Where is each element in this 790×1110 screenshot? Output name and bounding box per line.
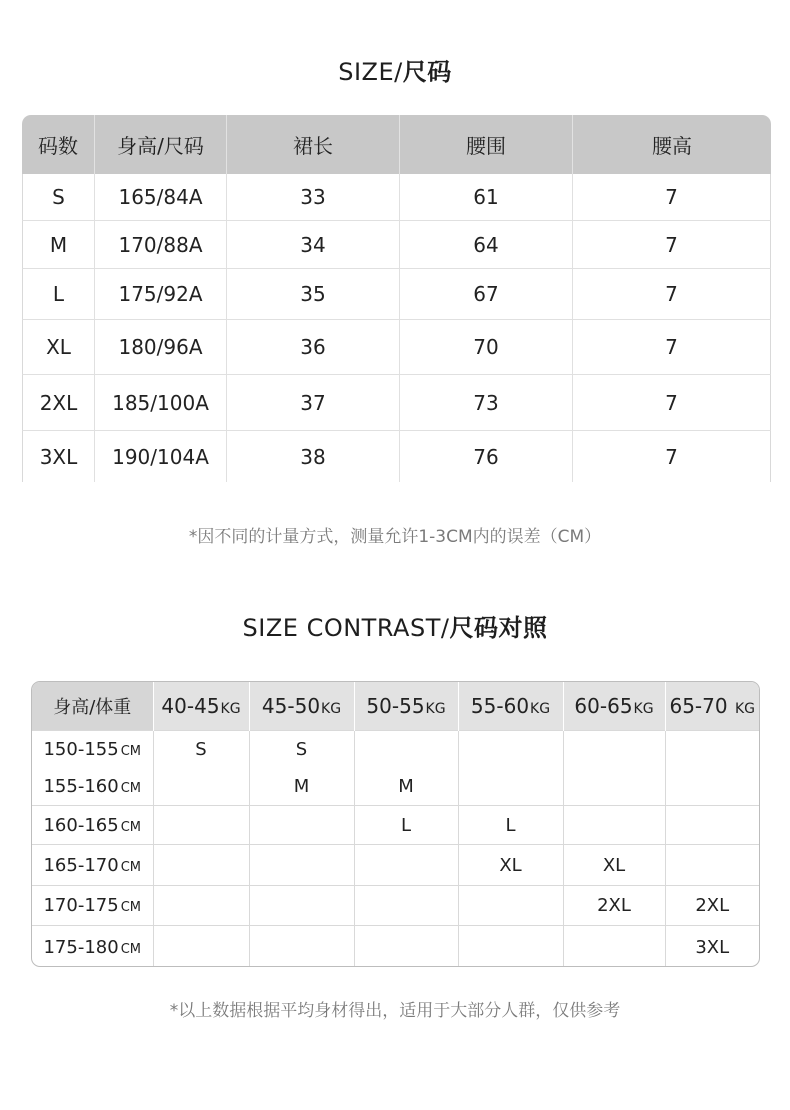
cell (458, 886, 563, 926)
corner-header: 身高/体重 (32, 682, 153, 731)
cell: 3XL (665, 926, 759, 968)
weight-unit: KG (530, 701, 551, 717)
cell: M (22, 221, 95, 269)
weight-unit: KG (633, 701, 654, 717)
table-row (32, 845, 759, 886)
weight-range: 55-60 (470, 694, 530, 718)
weight-range: 50-55 (366, 694, 425, 718)
cell: 67 (400, 269, 573, 320)
height-label (32, 768, 153, 806)
cell (249, 886, 354, 926)
table-row (32, 926, 759, 968)
weight-unit: KG (220, 701, 241, 717)
cell: 2XL (22, 375, 95, 431)
cell: 185/100A (95, 375, 227, 431)
weight-range: 60-65 (574, 694, 633, 718)
height-unit: CM (120, 900, 141, 915)
cell: 175/92A (95, 269, 227, 320)
height-range: 155-160 (43, 775, 119, 797)
height-unit: CM (120, 743, 141, 759)
height-label (32, 926, 153, 968)
cell (354, 731, 458, 768)
cell: 76 (400, 431, 573, 482)
table-row (32, 768, 759, 806)
weight-header (458, 682, 563, 731)
height-label (32, 806, 153, 845)
cell: L (354, 806, 458, 845)
cell: 37 (227, 375, 400, 431)
cell: S (153, 731, 249, 768)
contrast-table-frame (31, 681, 760, 967)
height-unit: CM (120, 941, 141, 957)
header-skirt-length: 裙长 (227, 115, 400, 174)
table-row (32, 806, 759, 845)
cell (665, 731, 759, 768)
cell: 73 (400, 375, 573, 431)
cell: M (354, 768, 458, 806)
cell (563, 731, 665, 768)
header-size-code: 码数 (22, 115, 95, 174)
weight-range: 65-70 (669, 694, 734, 718)
table-row (22, 174, 771, 221)
height-range: 170-175 (43, 895, 119, 916)
cell: S (22, 174, 95, 221)
height-label (32, 845, 153, 886)
cell (153, 768, 249, 806)
cell (563, 926, 665, 968)
cell: 7 (573, 221, 771, 269)
height-range: 175-180 (43, 936, 119, 958)
contrast-table (32, 682, 759, 967)
weight-unit: KG (425, 701, 446, 717)
size-table-header (22, 115, 771, 174)
cell (563, 806, 665, 845)
header-waist-height: 腰高 (573, 115, 771, 174)
cell: XL (22, 320, 95, 375)
cell: 3XL (22, 431, 95, 482)
table-row (22, 431, 771, 482)
cell (249, 806, 354, 845)
cell (458, 768, 563, 806)
table-row (22, 320, 771, 375)
contrast-title-cn: 尺码对照 (449, 614, 548, 642)
height-range: 165-170 (43, 854, 119, 876)
contrast-header (32, 682, 759, 731)
cell: 61 (400, 174, 573, 221)
cell: 36 (227, 320, 400, 375)
cell (563, 768, 665, 806)
header-waist: 腰围 (400, 115, 573, 174)
size-title (0, 52, 790, 87)
weight-unit: KG (734, 701, 755, 717)
weight-header (665, 682, 759, 731)
size-table (22, 115, 771, 482)
weight-range: 45-50 (261, 694, 321, 718)
cell: 180/96A (95, 320, 227, 375)
cell: 34 (227, 221, 400, 269)
contrast-title (0, 608, 790, 643)
reference-note: *以上数据根据平均身材得出，适用于大部分人群，仅供参考 (169, 1001, 621, 1021)
cell: 7 (573, 375, 771, 431)
cell (354, 886, 458, 926)
cell (249, 845, 354, 886)
table-row (22, 221, 771, 269)
cell (458, 926, 563, 968)
cell (665, 768, 759, 806)
cell (665, 845, 759, 886)
size-title-cn: 尺码 (402, 58, 452, 86)
cell (354, 845, 458, 886)
cell: L (22, 269, 95, 320)
weight-range: 40-45 (161, 694, 220, 718)
cell: 7 (573, 269, 771, 320)
cell (458, 731, 563, 768)
cell: 7 (573, 431, 771, 482)
cell: XL (458, 845, 563, 886)
height-unit: CM (120, 859, 141, 875)
cell (249, 926, 354, 968)
table-row (22, 375, 771, 431)
cell: L (458, 806, 563, 845)
cell: 7 (573, 320, 771, 375)
cell: 2XL (563, 886, 665, 926)
cell: XL (563, 845, 665, 886)
cell: 38 (227, 431, 400, 482)
height-unit: CM (120, 780, 141, 796)
cell (153, 926, 249, 968)
table-row (32, 886, 759, 926)
weight-header (354, 682, 458, 731)
cell: 2XL (665, 886, 759, 926)
cell: 190/104A (95, 431, 227, 482)
cell (354, 926, 458, 968)
weight-header (153, 682, 249, 731)
weight-header (563, 682, 665, 731)
weight-unit: KG (321, 701, 342, 717)
cell: 35 (227, 269, 400, 320)
cell (153, 886, 249, 926)
cell: 33 (227, 174, 400, 221)
measurement-note: *因不同的计量方式，测量允许1-3CM内的误差（CM） (188, 527, 602, 547)
weight-header (249, 682, 354, 731)
table-row (32, 731, 759, 768)
cell: 165/84A (95, 174, 227, 221)
cell: 170/88A (95, 221, 227, 269)
cell: 70 (400, 320, 573, 375)
table-row (22, 269, 771, 320)
contrast-title-en: SIZE CONTRAST/ (242, 614, 450, 642)
size-title-en: SIZE/ (338, 58, 403, 86)
cell (665, 806, 759, 845)
height-range: 160-165 (43, 814, 119, 836)
cell: S (249, 731, 354, 768)
cell (153, 845, 249, 886)
cell: 64 (400, 221, 573, 269)
height-range: 150-155 (43, 738, 119, 760)
height-label (32, 731, 153, 768)
cell: M (249, 768, 354, 806)
cell (153, 806, 249, 845)
header-height-size: 身高/尺码 (95, 115, 227, 174)
cell: 7 (573, 174, 771, 221)
height-unit: CM (120, 819, 141, 835)
height-label (32, 886, 153, 926)
